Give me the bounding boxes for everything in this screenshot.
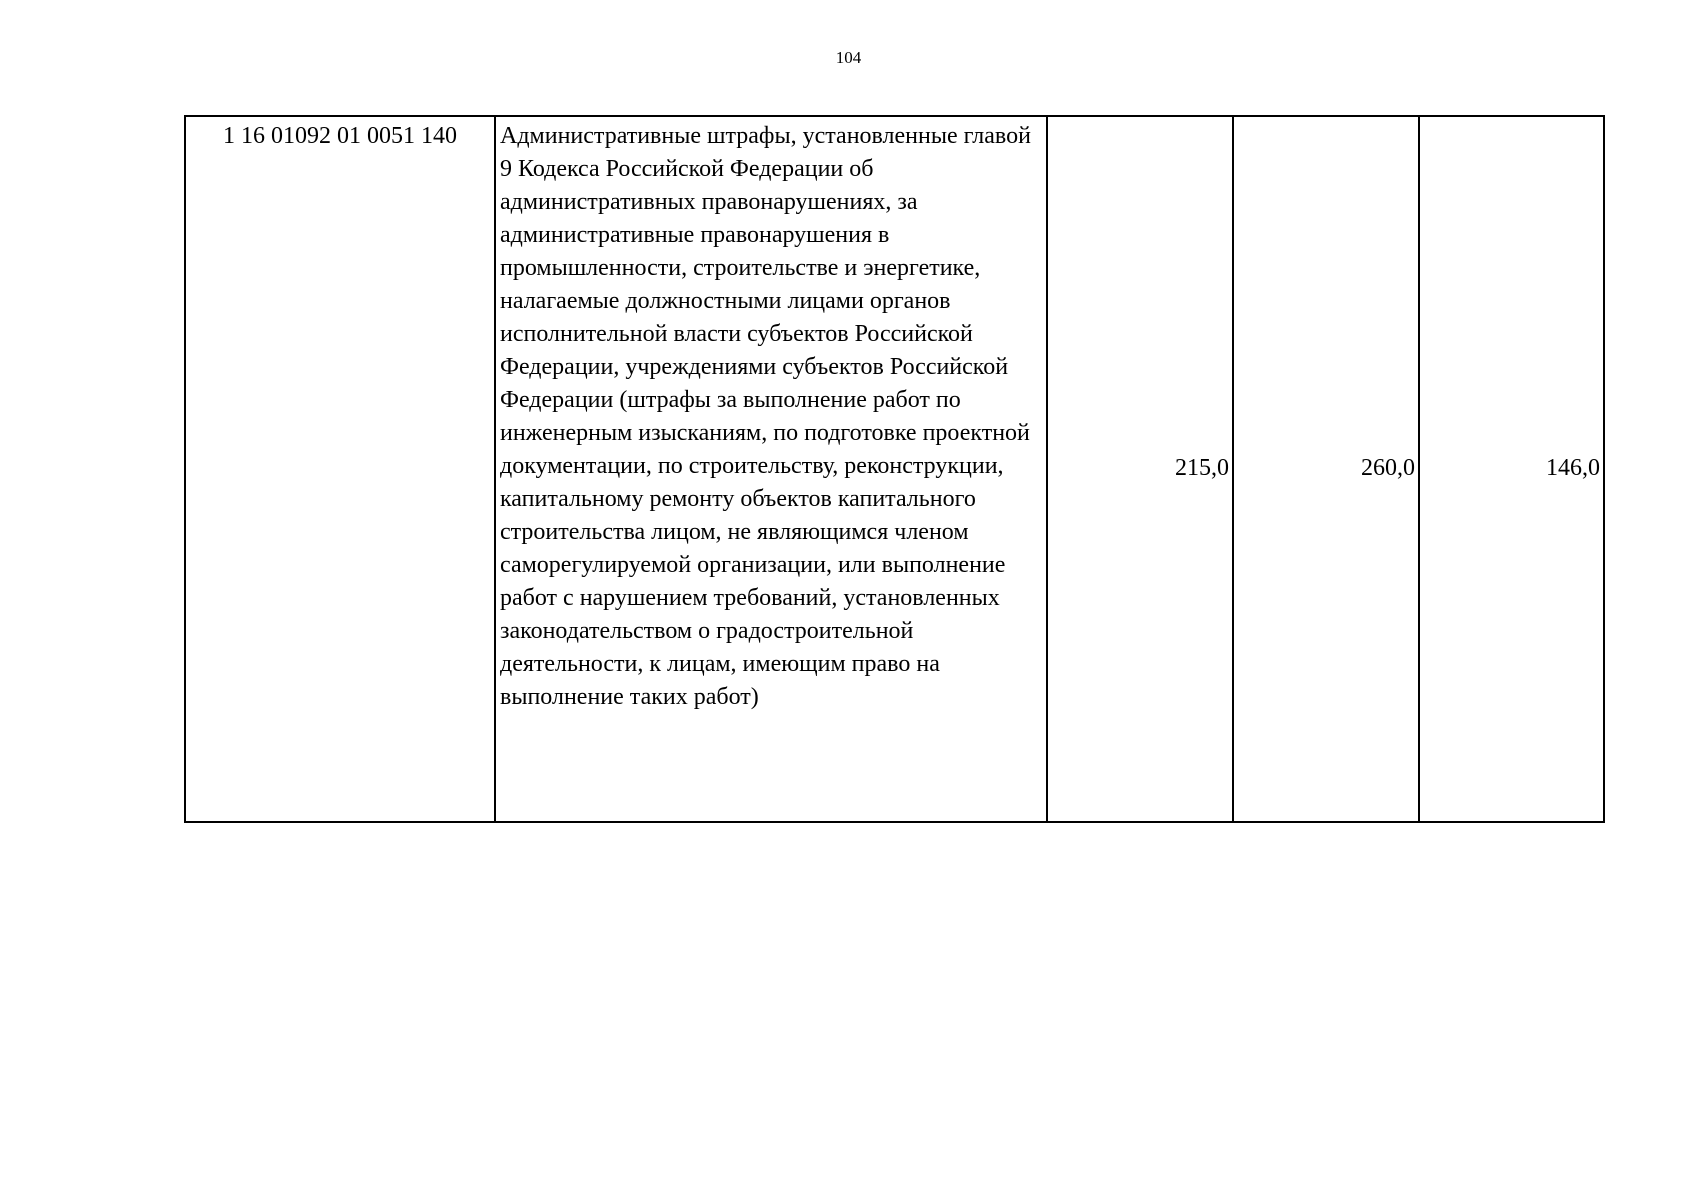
revenue-description-cell: Административные штрафы, установленные главой 9 Кодекса Российской Федерации об административных правонарушениях, за административные правонарушения в промышленности, строительстве и энергетике, налагаемые должностными лицами органов исполнительной власти субъектов Российской Федерации, учреждениями субъектов Российской Федерации (штрафы за выполнение работ по инженерным изысканиям, по подготовке проектной документации, по строительству, реконструкции, капитальному ремонту объектов капитального строительства лицом, не являющимся членом саморегулируемой организации, или выполнение работ с нарушением требований, установленных законодательством о градостроительной деятельности, к лицам, имеющим право на выполнение таких работ)	[495, 116, 1047, 822]
table-row	[185, 116, 1604, 822]
page-number: 104	[835, 48, 862, 67]
amount-cell-year-1: 215,0	[1047, 116, 1233, 822]
amount-cell-year-3: 146,0	[1419, 116, 1604, 822]
budget-revenue-table	[184, 115, 1605, 823]
amount-cell-year-2: 260,0	[1233, 116, 1419, 822]
revenue-code-cell: 1 16 01092 01 0051 140	[185, 116, 495, 822]
